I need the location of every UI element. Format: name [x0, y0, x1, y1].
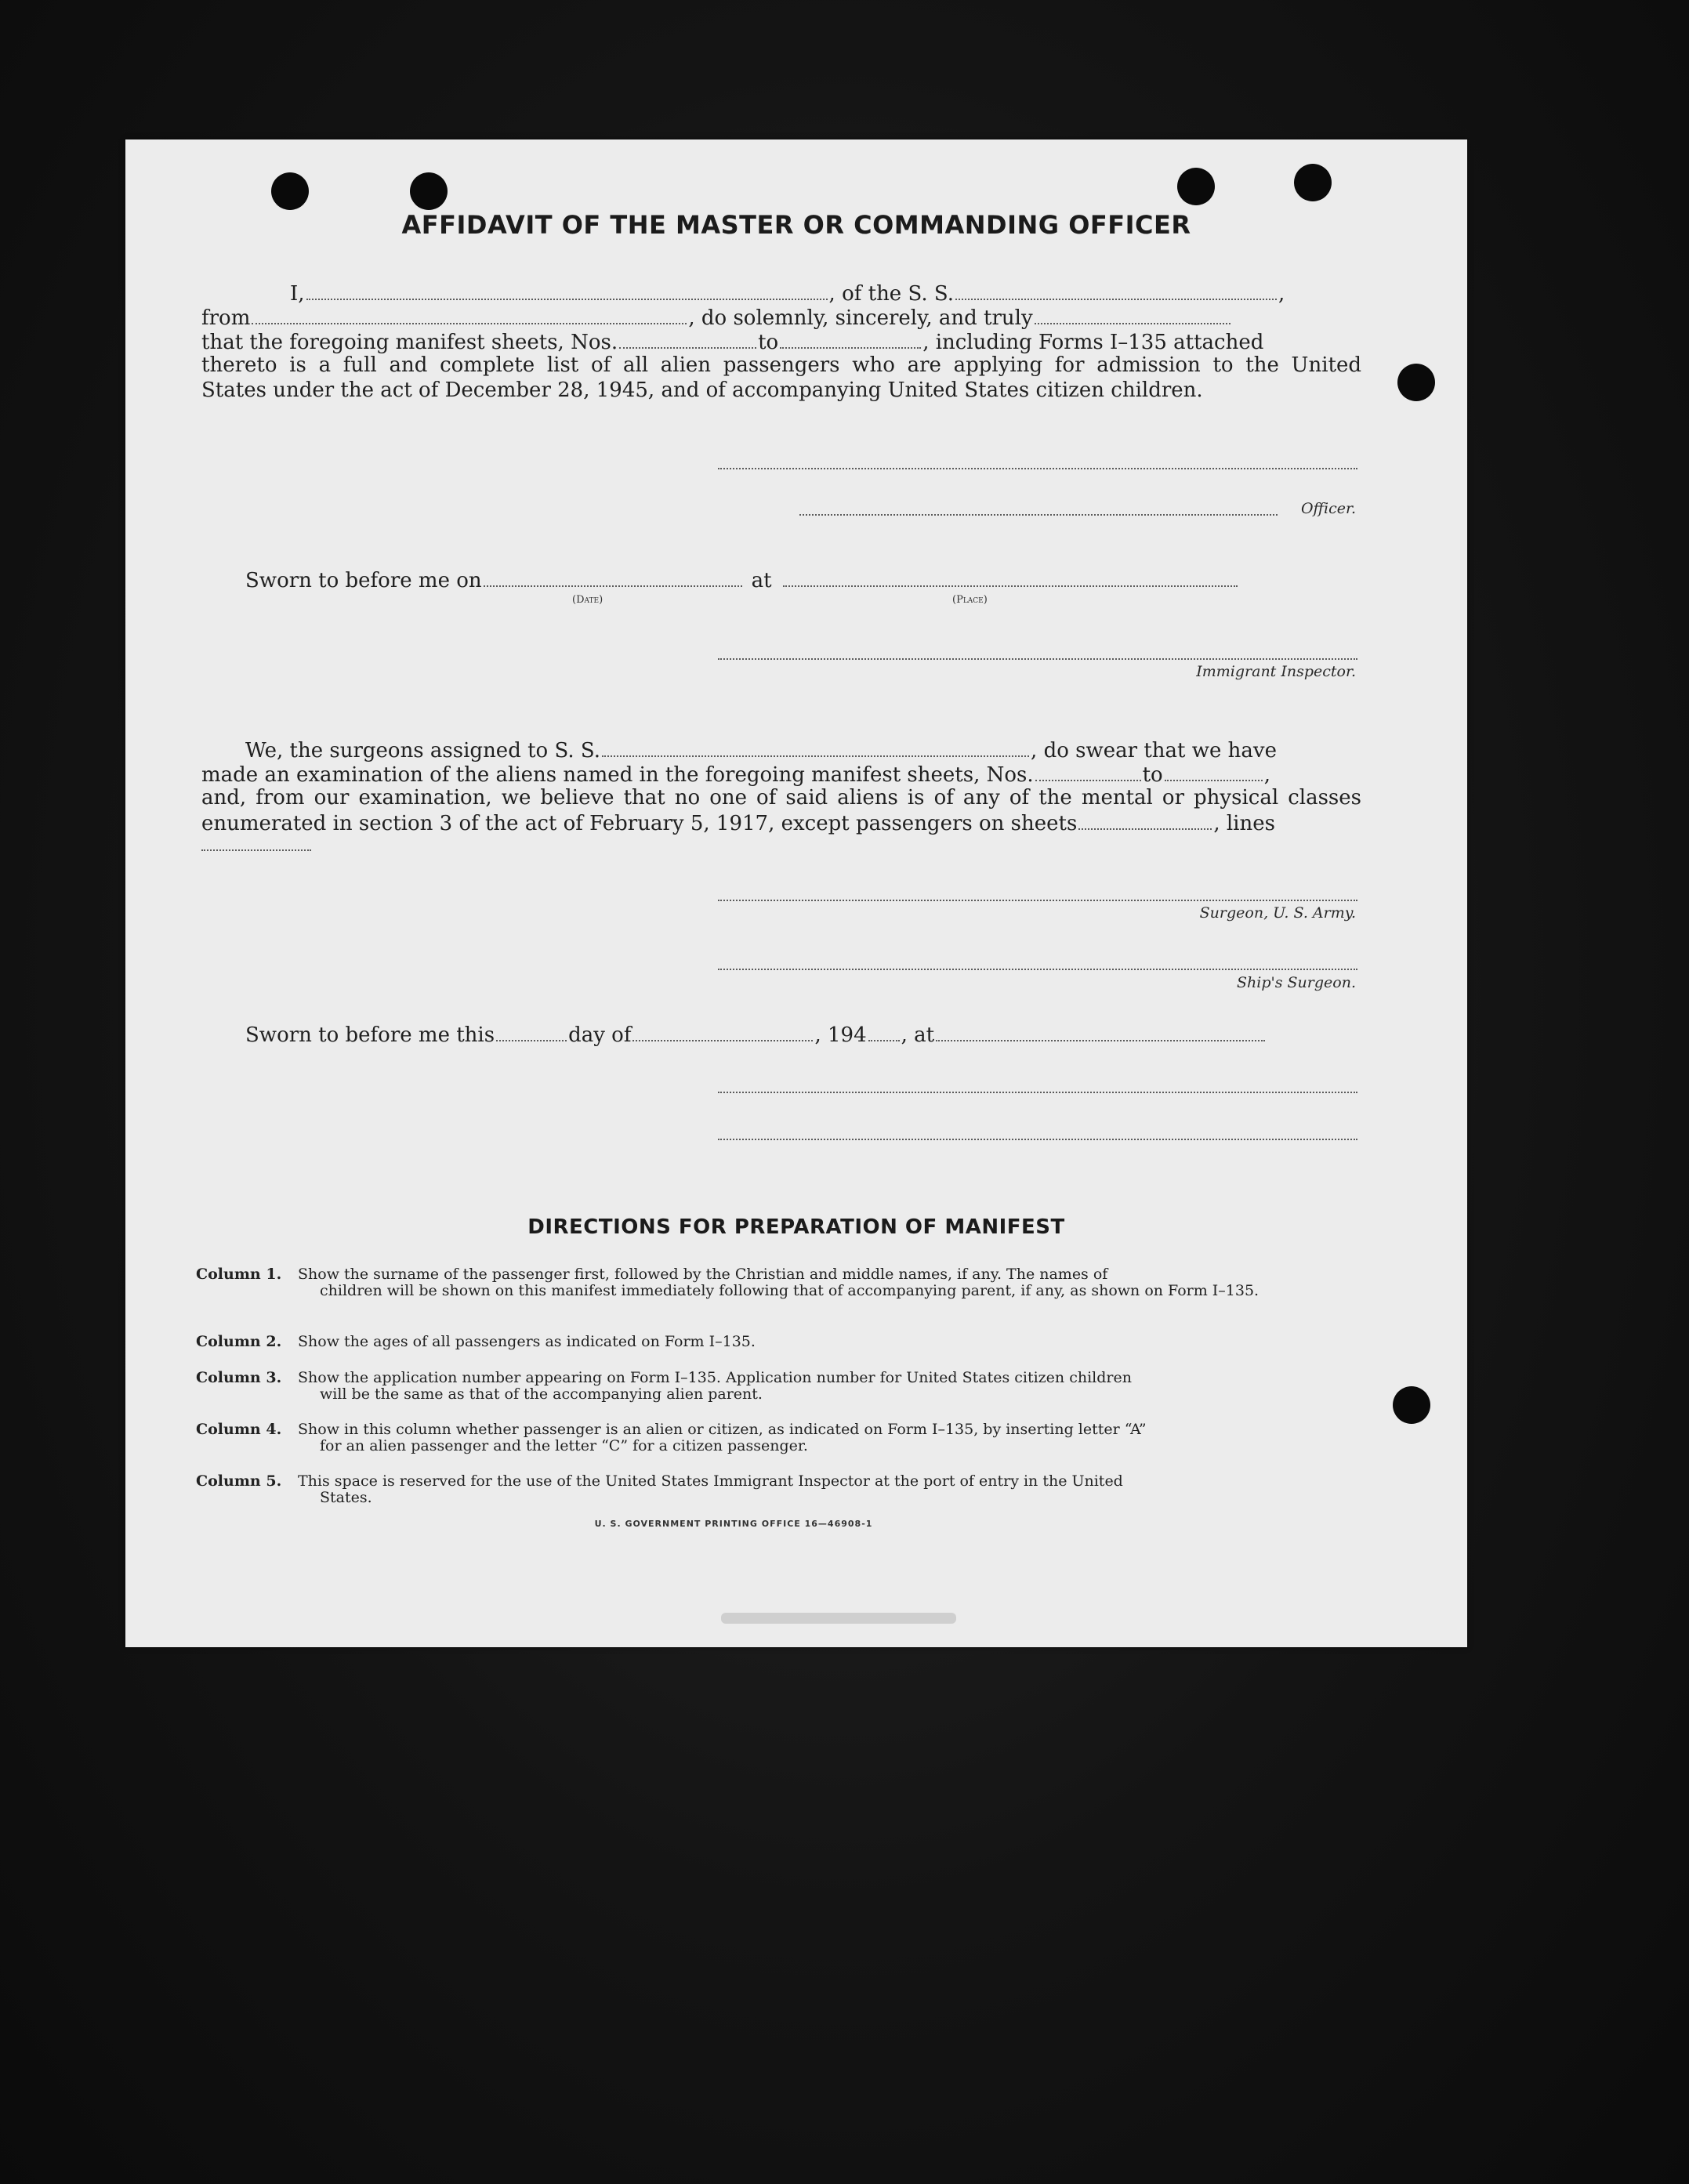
punch-hole [1177, 168, 1215, 205]
date-caption: (Date) [572, 594, 603, 606]
sworn-place-field[interactable] [783, 571, 1238, 587]
sworn-month-field[interactable] [632, 1026, 813, 1041]
sworn-signature-line-1[interactable] [718, 1092, 1357, 1093]
master-signature-line[interactable] [718, 468, 1357, 469]
affidavit-line-5: States under the act of December 28, 1945, and of accompanying United States citizen children. [201, 378, 1203, 402]
surgeons-ship-field[interactable] [602, 741, 1029, 757]
affidavit-line-1: I, , of the S. S. , [290, 282, 1285, 306]
punch-hole [1393, 1386, 1430, 1424]
ink-smudge [721, 1613, 956, 1624]
ship-surgeon-caption: Ship's Surgeon. [1237, 974, 1356, 991]
port-from-field[interactable] [252, 309, 687, 324]
sworn-line: Sworn to before me on at [245, 569, 1239, 592]
surgeons-sheet-to-field[interactable] [1165, 766, 1263, 781]
sworn-signature-line-2[interactable] [718, 1139, 1357, 1140]
army-surgeon-caption: Surgeon, U. S. Army. [1199, 904, 1356, 922]
form-page [125, 139, 1467, 1647]
direction-column-3: Column 3. Show the application number appearing on Form I–135. Application number for United States citizen children will be the same as that of the accompanying alien parent. [196, 1369, 1132, 1403]
punch-hole [1294, 164, 1332, 201]
officer-signature-line[interactable] [799, 514, 1278, 516]
sworn-day-line: Sworn to before me this day of , 194 , at [245, 1023, 1267, 1047]
printing-office-footer: U. S. GOVERNMENT PRINTING OFFICE 16—46908-1 [594, 1519, 873, 1529]
sheet-from-field[interactable] [619, 333, 756, 349]
surgeons-line-3: and, from our examination, we believe that no one of said aliens is of any of the mental or physical classes [201, 786, 1361, 809]
inspector-signature-line[interactable] [718, 658, 1357, 660]
punch-hole [1397, 364, 1435, 401]
affidavit-line-3: that the foregoing manifest sheets, Nos. to , including Forms I–135 attached [201, 331, 1264, 354]
inspector-caption: Immigrant Inspector. [1196, 663, 1356, 680]
ship-name-field[interactable] [955, 284, 1277, 300]
surgeons-line-4: enumerated in section 3 of the act of February 5, 1917, except passengers on sheets , lines [201, 812, 1275, 835]
sworn-day-field[interactable] [496, 1026, 567, 1041]
sheet-to-field[interactable] [780, 333, 921, 349]
affidavit-line-4: thereto is a full and complete list of all alien passengers who are applying for admission to the United [201, 353, 1361, 377]
sworn-date-field[interactable] [484, 571, 742, 587]
ship-surgeon-signature-line[interactable] [718, 969, 1357, 970]
officer-caption: Officer. [1300, 500, 1356, 517]
punch-hole [271, 172, 309, 210]
affidavit-title: AFFIDAVIT OF THE MASTER OR COMMANDING OFFICER [401, 210, 1191, 240]
direction-column-1: Column 1. Show the surname of the passenger first, followed by the Christian and middle names, if any. The names of children will be shown on this manifest immediately following that of accompanying parent, if any, as shown on Form I–135. [196, 1266, 1260, 1299]
punch-hole [410, 172, 448, 210]
direction-column-2: Column 2. Show the ages of all passengers as indicated on Form I–135. [196, 1333, 756, 1350]
master-name-field[interactable] [306, 284, 828, 300]
surgeons-line-2: made an examination of the aliens named in the foregoing manifest sheets, Nos. to , [201, 763, 1270, 787]
sworn-year-field[interactable] [868, 1026, 900, 1041]
place-caption: (Place) [952, 594, 988, 606]
direction-column-5: Column 5. This space is reserved for the use of the United States Immigrant Inspector at the port of entry in the United States. [196, 1472, 1123, 1506]
lines-field[interactable] [201, 849, 311, 851]
surgeons-sheet-from-field[interactable] [1035, 766, 1141, 781]
sworn-at-field[interactable] [936, 1026, 1265, 1041]
truly-field[interactable] [1035, 309, 1231, 324]
directions-title: DIRECTIONS FOR PREPARATION OF MANIFEST [527, 1215, 1065, 1239]
direction-column-4: Column 4. Show in this column whether passenger is an alien or citizen, as indicated on Form I–135, by inserting letter “A” for an alien passenger and the letter “C” for a citizen passenger. [196, 1421, 1147, 1454]
except-sheets-field[interactable] [1078, 814, 1212, 830]
army-surgeon-signature-line[interactable] [718, 900, 1357, 901]
surgeons-line-1: We, the surgeons assigned to S. S. , do swear that we have [245, 739, 1277, 762]
affidavit-line-2: from , do solemnly, sincerely, and truly [201, 306, 1361, 330]
